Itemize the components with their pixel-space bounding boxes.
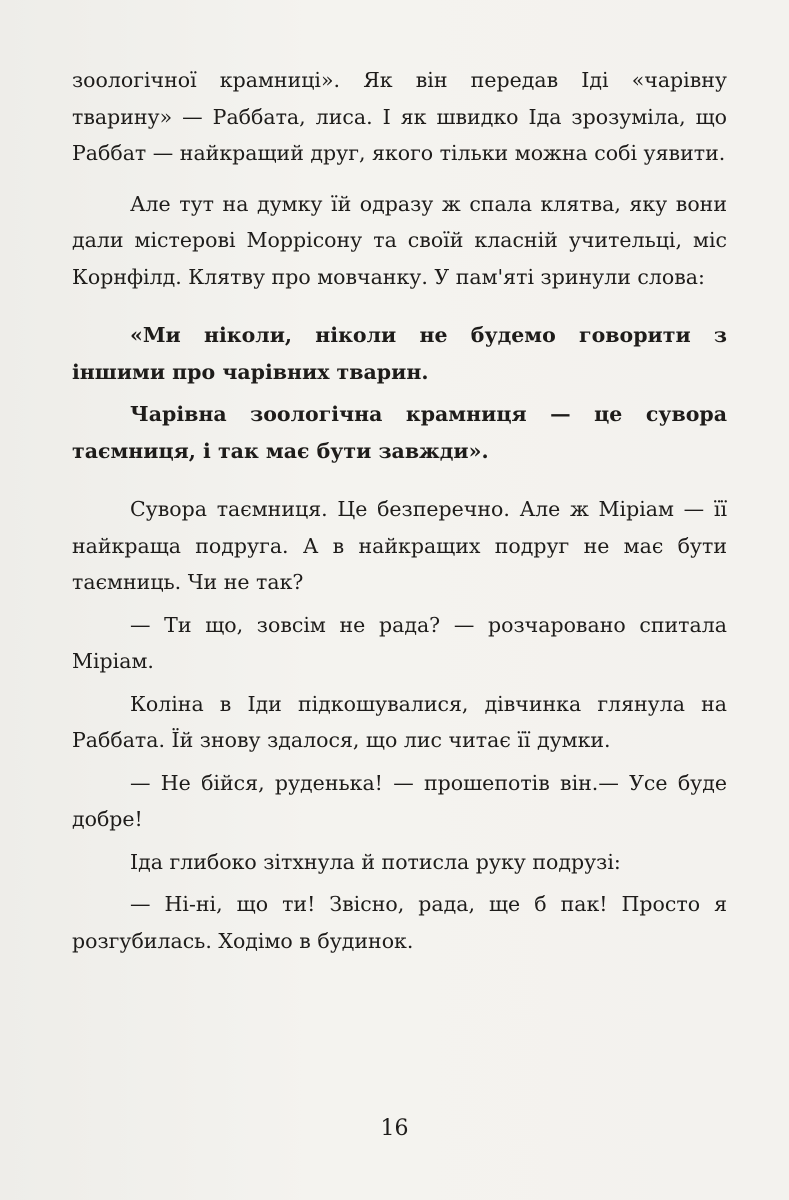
- paragraph-1: зоологічної крамниці». Як він передав Іді «чарівну тварину» — Раббата, лиса. І як швидко Іда зрозуміла, що Раббат — найкращий друг, якого тільки можна собі уявити.: [72, 68, 727, 165]
- paragraph-3: Сувора таємниця. Це безперечно. Але ж Міріам — її найкраща подруга. А в найкращих подруг не має бути таємниць. Чи не так?: [72, 497, 727, 594]
- page-text: [72, 62, 727, 959]
- paragraph-4: — Ти що, зовсім не рада? — розчаровано спитала Міріам.: [72, 612, 727, 673]
- paragraph-8: — Ні-ні, що ти! Звісно, рада, ще б пак! Просто я розгубилась. Ходімо в будинок.: [72, 892, 727, 953]
- paragraph-6: — Не бійся, руденька! — прошепотів він.— Усе буде добре!: [72, 770, 727, 831]
- paragraph-2: Але тут на думку їй одразу ж спала клятва, яку вони дали містерові Моррісону та своїй класній учительці, міс Корнфілд. Клятву про мовчанку. У пам'яті зринули слова:: [72, 191, 727, 289]
- oath-line-1: «Ми ніколи, ніколи не будемо говорити з іншими про чарівних тварин.: [72, 323, 727, 384]
- paragraph-7: Іда глибоко зітхнула й потисла руку подрузі:: [130, 849, 621, 874]
- page-number: 16: [380, 1116, 409, 1141]
- paragraph-5: Коліна в Іди підкошувалися, дівчинка глянула на Раббата. Їй знову здалося, що лис читає її думки.: [72, 691, 727, 752]
- oath-line-2: Чарівна зоологічна крамниця — це сувора таємниця, і так має бути завжди».: [72, 402, 727, 463]
